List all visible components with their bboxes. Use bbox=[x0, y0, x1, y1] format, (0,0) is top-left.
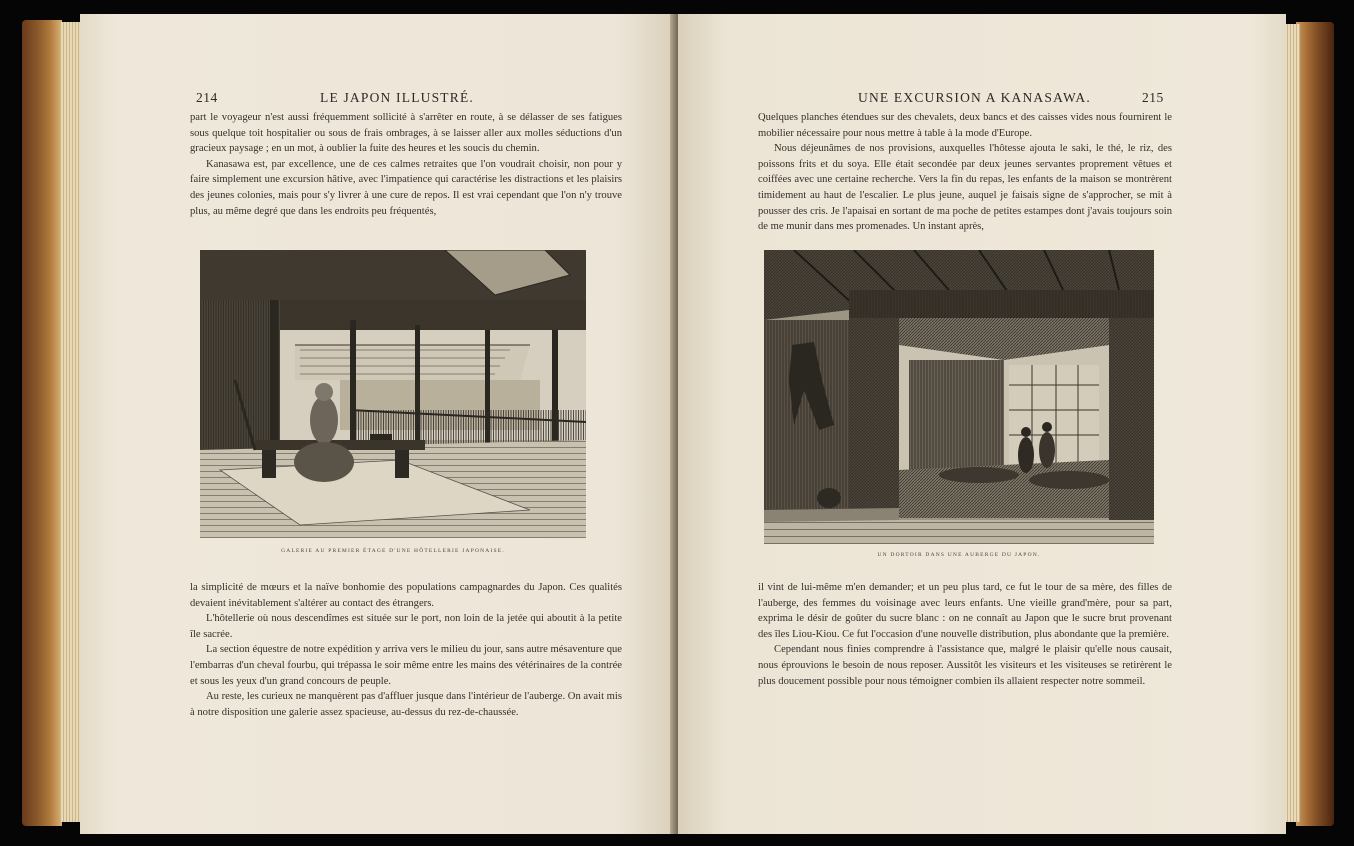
right-cover-spine bbox=[1296, 22, 1334, 826]
left-text-top bbox=[190, 110, 622, 219]
left-running-head: LE JAPON ILLUSTRÉ. bbox=[320, 90, 474, 105]
left-text-bottom bbox=[190, 580, 622, 720]
paragraph: Au reste, les curieux ne manquèrent pas d'affluer jusque dans l'intérieur de l'auberge. On avait mis à notre disposition une galerie assez spacieuse, au-dessus du rez-de-chaussée. bbox=[190, 691, 622, 718]
right-text-top bbox=[758, 110, 1172, 235]
right-page-number: 215 bbox=[1142, 90, 1164, 105]
right-text-bottom bbox=[758, 580, 1172, 689]
left-page-number: 214 bbox=[196, 90, 218, 105]
paragraph: Quelques planches étendues sur des chevalets, deux bancs et des caisses vides nous fournirent le mobilier nécessaire pour nous mettre à table à la mode d'Europe. bbox=[758, 112, 1172, 139]
dormitory-illustration bbox=[764, 250, 1154, 544]
engraving-dormitory bbox=[764, 250, 1154, 544]
paragraph: Kanasawa est, par excellence, une de ces calmes retraites que l'on voudrait choisir, non pour y faire simplement une excursion hâtive, avec l'impatience qui caractérise les distractions et les plaisirs des jeunes colonies, mais pour s'y livrer à une cure de repos. Il est vrai cependant que l'on n'y trouve plus, au même degré que dans les endroits peu fréquentés, bbox=[190, 158, 622, 217]
paragraph: Nous déjeunâmes de nos provisions, auxquelles l'hôtesse ajouta le saki, le thé, le riz, des poissons frits et du soya. Elle était secondée par deux jeunes servantes proprement vêtues et coiffées avec une certaine recherche. Vers la fin du repas, les enfants de la maison se montrèrent timidement au haut de l'escalier. Le plus jeune, auquel je faisais signe de s'approcher, se mit à pousser des cris. Je l'apaisai en sortant de ma poche de petites estampes dont j'avais toujours soin de me munir dans mes promenades. Un instant après, bbox=[758, 143, 1172, 233]
paragraph: La section équestre de notre expédition y arriva vers le milieu du jour, sans autre mésaventure que l'embarras d'un cheval fourbu, qui trépassa le soir même entre les mains des vétérinaires de la contrée et sous les yeux d'un grand concours de peuple. bbox=[190, 644, 622, 687]
paragraph: la simplicité de mœurs et la naïve bonhomie des populations campagnardes du Japon. Ces qualités devaient inévitablement s'altérer au contact des étrangers. bbox=[190, 582, 622, 609]
right-caption: UN DORTOIR DANS UNE AUBERGE DU JAPON. bbox=[877, 552, 1041, 558]
paragraph: Cependant nous finies comprendre à l'assistance que, malgré le plaisir qu'elle nous causait, nous éprouvions le besoin de nous reposer. Aussitôt les visiteurs et les visiteuses se retirèrent le plus doucement possible pour nous témoigner combien ils allaient respecter notre sommeil. bbox=[758, 644, 1172, 687]
left-cover-spine bbox=[22, 20, 62, 826]
left-page bbox=[80, 14, 676, 834]
gallery-illustration bbox=[200, 250, 586, 538]
paragraph: il vint de lui-même m'en demander; et un peu plus tard, ce fut le tour de sa mère, des filles de l'auberge, des femmes du voisinage avec leurs enfants. Une vieille grand'mère, pour sa part, exprima le désir de goûter du sucre blanc : on ne connaît au Japon que le sucre brut provenant des îles Liou-Kiou. Ce fut l'occasion d'une nouvelle distribution, plus abondante que la première. bbox=[758, 582, 1172, 640]
left-caption: GALERIE AU PREMIER ÉTAGE D'UNE HÔTELLERIE JAPONAISE. bbox=[281, 548, 505, 554]
paragraph: L'hôtellerie où nous descendîmes est située sur le port, non loin de la jetée qui aboutit à la petite île sacrée. bbox=[190, 613, 622, 640]
paragraph: part le voyageur n'est aussi fréquemment sollicité à s'arrêter en route, à se délasser de ses fatigues sous quelque toit hospitalier ou sous de frais ombrages, à se laisser aller aux molles séductions d'un gracieux paysage ; en un mot, à oublier la fuite des heures et les soucis du chemin. bbox=[190, 112, 622, 155]
right-running-head: UNE EXCURSION A KANASAWA. bbox=[858, 90, 1091, 105]
open-book bbox=[22, 14, 1334, 834]
right-page bbox=[678, 14, 1286, 834]
engraving-gallery bbox=[200, 250, 586, 538]
